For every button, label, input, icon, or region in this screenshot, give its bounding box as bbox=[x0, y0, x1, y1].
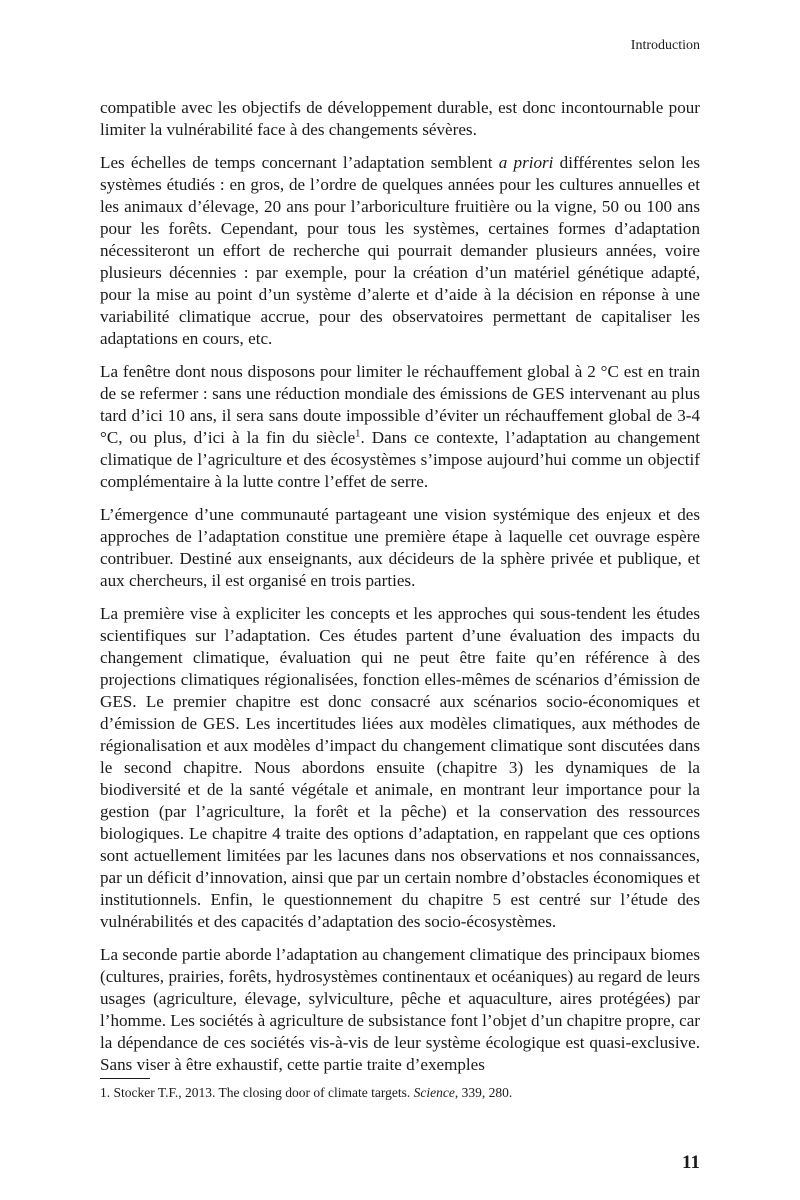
text-run: La fenêtre dont nous disposons pour limiter le réchauffement global à 2 °C est en train de se refermer : sans une réduction mondiale des émissions de GES intervenant au plus tard d’ici 10 ans, il sera sans doute impossible d’éviter un réchauffement global de 3-4 °C, ou plus, d’ici à la fin du siècle bbox=[100, 362, 700, 447]
paragraph: La première vise à expliciter les concepts et les approches qui sous-tendent les études scientifiques sur l’adaptation. Ces études partent d’une évaluation des impacts du changement climatique, évaluation qui ne peut être faite qu’en référence à des projections climatiques régionalisées, fonction elles-mêmes de scénarios d’émission de GES. Le premier chapitre est donc consacré aux scénarios socio-économiques et d’émission de GES. Les incertitudes liées aux modèles climatiques, aux méthodes de régionalisation et aux modèles d’impact du changement climatique sont discutées dans le second chapitre. Nous abordons ensuite (chapitre 3) les dynamiques de la biodiversité et de la santé végétale et animale, en montrant leur importance pour la gestion (par l’agriculture, la forêt et la pêche) et la conservation des ressources biologiques. Le chapitre 4 traite des options d’adaptation, en rappelant que ces options sont actuellement limitées par les lacunes dans nos observations et nos connaissances, par un déficit d’innovation, ainsi que par un certain nombre d’obstacles économiques et institutionnels. Enfin, le questionnement du chapitre 5 est centré sur l’étude des vulnérabilités et des capacités d’adaptation des socio-écosystèmes. bbox=[100, 604, 700, 931]
running-head: Introduction bbox=[630, 38, 700, 53]
paragraph: La seconde partie aborde l’adaptation au changement climatique des principaux biomes (cultures, prairies, forêts, hydrosystèmes continentaux et océaniques) au regard de leurs usages (agriculture, élevage, sylviculture, pêche et aquaculture, aires protégées) par l’homme. Les sociétés à agriculture de subsistance font l’objet d’un chapitre propre, car la dépendance de ces sociétés vis-à-vis de leur système écologique est quasi-exclusive. Sans viser à être exhaustif, cette partie traite d’exemples bbox=[100, 945, 700, 1074]
text-run: . Dans ce contexte, l’adaptation au changement climatique de l’agriculture et des écosystèmes s’impose aujourd’hui comme un objectif complémentaire à la lutte contre l’effet de serre. bbox=[100, 428, 700, 491]
paragraph bbox=[100, 152, 700, 350]
paragraph bbox=[100, 361, 700, 493]
footnote-text: , 339, 280. bbox=[454, 1085, 513, 1100]
footnote-journal: Science bbox=[413, 1085, 455, 1100]
page-number: 11 bbox=[682, 1152, 700, 1173]
footnote bbox=[100, 1084, 700, 1102]
footnote-ref[interactable]: 1 bbox=[355, 428, 361, 440]
emphasis: a priori bbox=[498, 153, 554, 172]
paragraph: compatible avec les objectifs de développement durable, est donc incontournable pour limiter la vulnérabilité face à des changements sévères. bbox=[100, 98, 700, 139]
text-run: différentes selon les systèmes étudiés : en gros, de l’ordre de quelques années pour les cultures annuelles et les animaux d’élevage, 20 ans pour l’arboriculture fruitière ou la vigne, 50 ou 100 ans pour les forêts. Cependant, pour tous les systèmes, certaines formes d’adaptation nécessiteront un effort de recherche qui pourrait demander plusieurs années, voire plusieurs décennies : par exemple, pour la création d’un matériel génétique adapté, pour la mise au point d’un système d’alerte et d’aide à la décision en réponse à une variabilité climatique accrue, pour des observatoires permettant de capitaliser les adaptations en cours, etc. bbox=[100, 153, 700, 348]
footnote-number: 1. bbox=[100, 1085, 111, 1100]
footnote-text: Stocker T.F., 2013. The closing door of climate targets. bbox=[110, 1085, 414, 1100]
paragraph: L’émergence d’une communauté partageant une vision systémique des enjeux et des approches de l’adaptation constitue une première étape à laquelle cet ouvrage espère contribuer. Destiné aux enseignants, aux décideurs de la sphère privée et publique, et aux chercheurs, il est organisé en trois parties. bbox=[100, 505, 700, 590]
footnote-divider bbox=[100, 1078, 150, 1079]
body-text bbox=[100, 97, 700, 1087]
text-run: Les échelles de temps concernant l’adaptation semblent bbox=[100, 153, 499, 172]
